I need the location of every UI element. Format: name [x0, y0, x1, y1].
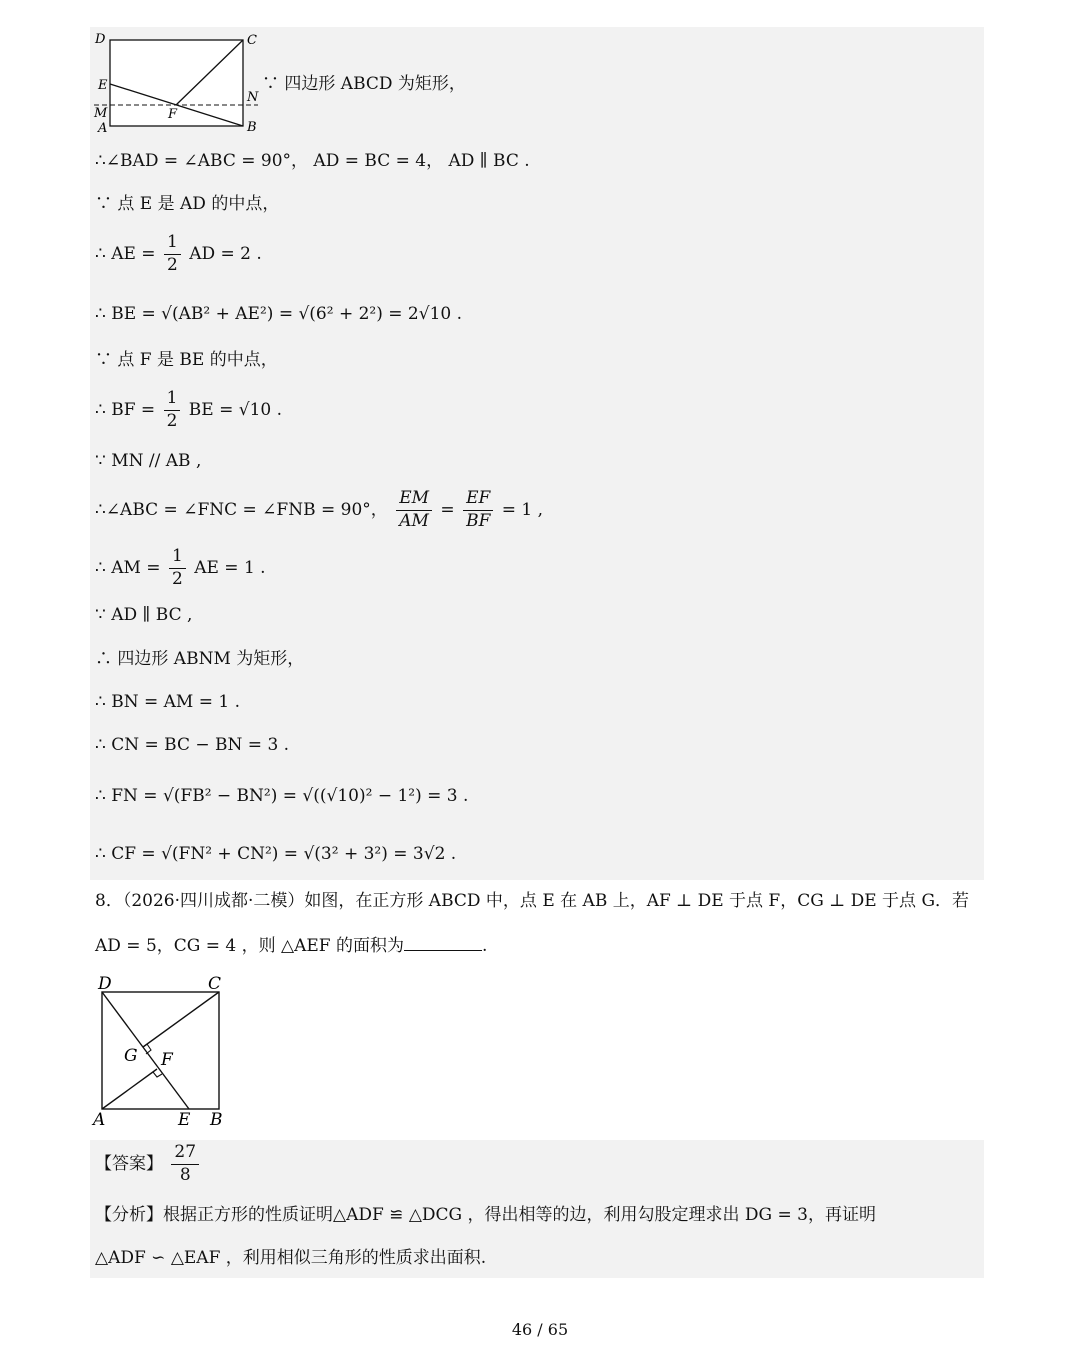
- label-d: D: [98, 974, 112, 994]
- solution-line-9: [95, 548, 266, 589]
- analysis-line-1: [95, 1207, 876, 1224]
- label-a: A: [98, 121, 108, 136]
- question-line-1: 8．（2026·四川成都·二模）如图，在正方形 ABCD 中，点 E 在 AB 上，AF ⊥ DE 于点 F，CG ⊥ DE 于点 G．若: [95, 891, 970, 911]
- solution-line-2: ∵ 点 E 是 AD 的中点，: [95, 194, 280, 214]
- answer-tag: 【答案】: [95, 1153, 163, 1174]
- label-f: F: [161, 1050, 173, 1070]
- solution-line-10: ∵ AD ∥ BC ,: [95, 605, 193, 625]
- fraction-half: $\frac{1}{2}$: [164, 234, 181, 275]
- label-n: N: [247, 90, 259, 105]
- solution-line-8: ∴∠ABC = ∠FNC = ∠FNB = 90°， $\frac{EM}{AM}$ = $\frac{EF}{BF}$ = 1 ,: [95, 488, 544, 531]
- l6-post: BE = √10 .: [188, 399, 283, 420]
- l8-pre: ∴∠ABC = ∠FNC = ∠FNB = 90°，: [95, 499, 388, 520]
- label-m: M: [94, 106, 108, 121]
- question-line-2-post: .: [482, 936, 488, 956]
- label-b: B: [247, 120, 257, 135]
- solution-line-3: [95, 234, 262, 275]
- solution-line-12: ∴ BN = AM = 1 .: [95, 692, 240, 712]
- figure-rectangle-abcd: [90, 28, 260, 136]
- answer-blank: [404, 936, 482, 951]
- l3-post: AD = 2 .: [189, 243, 262, 264]
- solution-line-15: ∴ CF = √(FN² + CN²) = √(3² + 3²) = 3√2 .: [95, 844, 457, 864]
- solution-line-1: ∴∠BAD = ∠ABC = 90°， AD = BC = 4， AD ∥ BC .: [95, 151, 530, 171]
- fraction-ef-bf: $\frac{EF}{BF}$: [463, 490, 493, 531]
- analysis-tag: 【分析】: [95, 1205, 163, 1225]
- solution-line-7: ∵ MN // AB ,: [95, 451, 202, 471]
- l9-post: AE = 1 .: [194, 557, 266, 578]
- figure-square-abcd: [90, 970, 240, 1130]
- l6-pre: ∴ BF =: [95, 399, 156, 420]
- l9-pre: ∴ AM =: [95, 557, 161, 578]
- question-line-2: [95, 936, 487, 955]
- label-d: D: [95, 32, 106, 47]
- fraction-em-am: $\frac{EM}{AM}$: [396, 490, 432, 531]
- label-g: G: [124, 1046, 138, 1066]
- solution-line-11: ∴ 四边形 ABNM 为矩形，: [95, 649, 305, 669]
- l3-pre: ∴ AE =: [95, 243, 156, 264]
- solution-line-6: [95, 390, 282, 431]
- label-a: A: [93, 1110, 106, 1130]
- label-b: B: [210, 1110, 223, 1130]
- analysis-line-2: △ADF ∽ △EAF ，利用相似三角形的性质求出面积.: [95, 1248, 487, 1268]
- analysis-text-1: 根据正方形的性质证明△ADF ≌ △DCG ，得出相等的边，利用勾股定理求出 DG = 3，再证明: [163, 1205, 877, 1225]
- solution-line-5: ∵ 点 F 是 BE 的中点，: [95, 350, 278, 370]
- l8-post: = 1 ,: [501, 499, 544, 520]
- label-f: F: [168, 107, 178, 122]
- label-c: C: [247, 33, 257, 48]
- question-line-2-pre: AD = 5，CG = 4 ，则 △AEF 的面积为: [95, 936, 404, 956]
- solution-line-4: ∴ BE = √(AB² + AE²) = √(6² + 2²) = 2√10 .: [95, 304, 463, 324]
- fraction-half: $\frac{1}{2}$: [164, 390, 181, 431]
- label-e: E: [178, 1110, 191, 1130]
- page-number: 46 / 65: [511, 1320, 569, 1339]
- label-c: C: [208, 974, 222, 994]
- answer-line: [95, 1144, 202, 1185]
- answer-fraction: $\frac{27}{8}$: [171, 1144, 199, 1185]
- label-e: E: [98, 78, 108, 93]
- solution-line-13: ∴ CN = BC − BN = 3 .: [95, 735, 290, 755]
- fraction-half: $\frac{1}{2}$: [169, 548, 186, 589]
- solution-given-rectangle: ∵ 四边形 ABCD 为矩形，: [262, 74, 466, 94]
- solution-line-14: ∴ FN = √(FB² − BN²) = √((√10)² − 1²) = 3 .: [95, 786, 469, 806]
